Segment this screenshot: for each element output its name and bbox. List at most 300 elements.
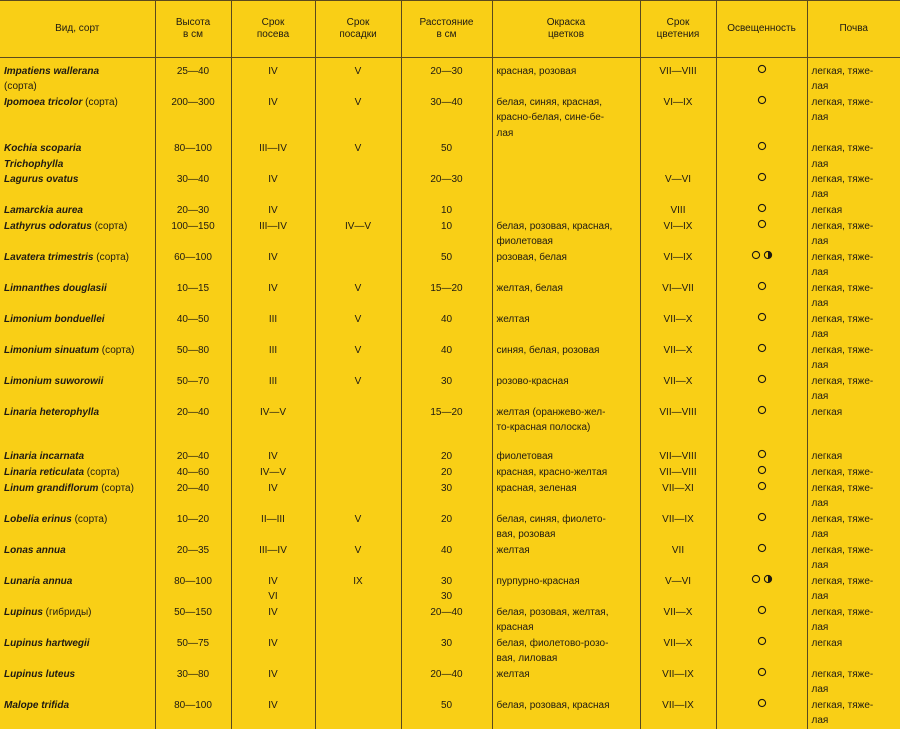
cell-planting: [315, 172, 401, 203]
cell-name: [0, 465, 155, 481]
cell-height: [155, 605, 231, 636]
table-body: [0, 58, 900, 729]
cell-text-distance: 20: [440, 513, 453, 525]
half-shade-icon: [763, 250, 773, 265]
cell-soil: [807, 405, 900, 449]
cell-text-color: белая, фиолетово-розо- вая, лиловая: [496, 637, 609, 665]
cell-light: [716, 698, 807, 729]
cell-text-sowing: III—IV: [259, 143, 287, 155]
cell-text-bloom: VI—IX: [663, 97, 693, 108]
cell-text-height: 40—50: [176, 314, 210, 326]
table-row: [0, 250, 900, 281]
cell-text-sowing: IV: [268, 66, 278, 77]
cell-text-height: 100—150: [171, 221, 215, 233]
cell-distance: [401, 95, 492, 141]
cell-text-height: 80—100: [174, 143, 212, 155]
cell-color: [492, 605, 640, 636]
cell-color: [492, 636, 640, 667]
cell-sowing: [231, 636, 315, 667]
table-row: [0, 405, 900, 449]
species-name: Lupinus hartwegii: [4, 637, 90, 649]
header-light: Освещенность: [716, 1, 807, 58]
cell-planting: [315, 449, 401, 465]
cell-distance: [401, 636, 492, 667]
sun-icon: [757, 172, 767, 187]
species-name: Linaria heterophylla: [4, 407, 100, 419]
cell-distance: [401, 543, 492, 574]
cell-light: [716, 172, 807, 203]
cell-text-bloom: VII—X: [663, 345, 693, 357]
cell-planting: [315, 698, 401, 729]
cell-text-sowing: II—III: [261, 513, 285, 525]
cell-height: [155, 141, 231, 172]
cell-text-sowing: IV: [268, 699, 278, 711]
cell-distance: [401, 374, 492, 405]
cell-text-soil: легкая, тяже- лая: [811, 252, 874, 279]
cell-name: [0, 512, 155, 543]
cell-text-soil: легкая, тяже- лая: [811, 668, 874, 696]
variety-note: (сорта): [4, 81, 37, 93]
cell-soil: [807, 219, 900, 250]
cell-planting: [315, 465, 401, 481]
sun-icon: [757, 449, 767, 464]
cell-text-bloom: VII—IX: [662, 668, 694, 680]
cell-light: [716, 605, 807, 636]
table-row: [0, 374, 900, 405]
header-sowing: Срок посева: [231, 1, 315, 58]
cell-text-planting: V: [354, 143, 362, 155]
cell-distance: [401, 512, 492, 543]
table-row: [0, 512, 900, 543]
cell-height: [155, 465, 231, 481]
cell-text-bloom: VII—VIII: [659, 66, 697, 77]
cell-text-sowing: IV: [268, 205, 278, 217]
cell-text-sowing: IV: [268, 283, 278, 295]
species-name: Impatiens wallerana: [4, 66, 100, 77]
cell-text-planting: V: [354, 544, 362, 556]
sun-icon: [757, 698, 767, 713]
cell-text-distance: 50: [440, 252, 453, 264]
cell-soil: [807, 58, 900, 96]
cell-text-planting: V: [354, 97, 362, 108]
cell-sowing: [231, 343, 315, 374]
cell-soil: [807, 512, 900, 543]
cell-text-color: белая, розовая, желтая, красная: [496, 606, 609, 634]
cell-text-soil: легкая, тяже- лая: [811, 174, 874, 201]
header-height: Высота в см: [155, 1, 231, 58]
cell-text-soil: легкая, тяже- лая: [811, 575, 874, 603]
cell-text-sowing: IV: [268, 252, 278, 264]
header-color: Окраска цветков: [492, 1, 640, 58]
cell-light: [716, 449, 807, 465]
cell-name: [0, 543, 155, 574]
cell-distance: [401, 667, 492, 698]
cell-text-soil: легкая, тяже- лая: [811, 699, 874, 727]
cell-bloom: [640, 343, 716, 374]
cell-sowing: [231, 374, 315, 405]
cell-text-distance: 30: [440, 482, 453, 494]
cell-text-distance: 40: [440, 345, 453, 357]
species-name: Limonium sinuatum: [4, 345, 99, 357]
cell-soil: [807, 95, 900, 141]
species-name: Limonium suworowii: [4, 376, 104, 388]
species-name: Linaria incarnata: [4, 451, 85, 463]
cell-text-soil: легкая, тяже- лая: [811, 376, 874, 403]
cell-color: [492, 574, 640, 605]
cell-bloom: [640, 543, 716, 574]
cell-text-distance: 30: [440, 376, 453, 388]
variety-note: (сорта): [82, 97, 118, 108]
table-row: [0, 605, 900, 636]
cell-color: [492, 343, 640, 374]
cell-text-distance: 20: [440, 451, 453, 463]
cell-name: [0, 203, 155, 219]
table-row: [0, 281, 900, 312]
cell-soil: [807, 481, 900, 512]
cell-height: [155, 172, 231, 203]
cell-height: [155, 312, 231, 343]
table-row: [0, 667, 900, 698]
cell-sowing: [231, 481, 315, 512]
cell-light: [716, 95, 807, 141]
cell-sowing: [231, 512, 315, 543]
cell-name: [0, 312, 155, 343]
cell-bloom: [640, 636, 716, 667]
cell-text-height: 20—40: [176, 451, 210, 463]
sun-icon: [757, 465, 767, 480]
cell-text-color: красная, зеленая: [496, 482, 577, 494]
cell-text-bloom: VII—X: [663, 376, 693, 388]
cell-text-soil: легкая, тяже- лая: [811, 314, 874, 341]
cell-text-distance: 20—40: [430, 606, 463, 618]
table-row: [0, 172, 900, 203]
cell-planting: [315, 343, 401, 374]
cell-bloom: [640, 574, 716, 605]
cell-text-height: 50—75: [176, 637, 210, 649]
cell-light: [716, 636, 807, 667]
cell-soil: [807, 636, 900, 667]
cell-soil: [807, 698, 900, 729]
cell-text-color: желтая (оранжево-жел- то-красная полоска): [496, 407, 606, 434]
cell-text-distance: 30—40: [430, 97, 463, 108]
cell-name: [0, 605, 155, 636]
sun-icon: [757, 636, 767, 651]
table-row: [0, 543, 900, 574]
cell-text-color: белая, синяя, фиолето- вая, розовая: [496, 513, 606, 541]
cell-text-bloom: VI—IX: [663, 221, 693, 233]
cell-bloom: [640, 405, 716, 449]
cell-light: [716, 343, 807, 374]
table-row: [0, 219, 900, 250]
cell-light: [716, 203, 807, 219]
cell-text-color: желтая: [496, 314, 530, 326]
cell-light: [716, 667, 807, 698]
cell-light: [716, 543, 807, 574]
cell-planting: [315, 405, 401, 449]
cell-sowing: [231, 574, 315, 605]
cell-text-bloom: V—VI: [664, 575, 692, 587]
cell-sowing: [231, 58, 315, 96]
cell-text-height: 20—30: [176, 205, 210, 217]
cell-bloom: [640, 465, 716, 481]
cell-color: [492, 172, 640, 203]
table-row: [0, 481, 900, 512]
sun-icon: [757, 64, 767, 79]
sun-icon: [757, 219, 767, 234]
cell-text-height: 20—40: [176, 407, 210, 419]
cell-bloom: [640, 667, 716, 698]
cell-text-height: 25—40: [176, 66, 210, 77]
cell-planting: [315, 667, 401, 698]
cell-text-planting: IV—V: [344, 221, 372, 233]
variety-note: (сорта): [93, 252, 129, 264]
cell-color: [492, 219, 640, 250]
cell-text-distance: 40: [440, 544, 453, 556]
cell-name: [0, 667, 155, 698]
table-row: [0, 636, 900, 667]
cell-text-color: розовая, белая: [496, 252, 567, 264]
cell-text-height: 80—100: [174, 699, 212, 711]
species-name: Lonas annua: [4, 544, 66, 556]
cell-text-bloom: VI—VII: [662, 283, 694, 295]
cell-text-sowing: IV: [268, 606, 278, 618]
cell-text-planting: V: [354, 283, 362, 295]
cell-text-bloom: VI—IX: [663, 252, 693, 264]
cell-height: [155, 636, 231, 667]
cell-sowing: [231, 667, 315, 698]
cell-distance: [401, 574, 492, 605]
sun-icon: [757, 543, 767, 558]
cell-text-height: 50—70: [176, 376, 210, 388]
cell-text-soil: легкая: [811, 407, 843, 419]
cell-color: [492, 667, 640, 698]
cell-height: [155, 250, 231, 281]
cell-text-bloom: VII—VIII: [659, 407, 697, 419]
table-row: [0, 698, 900, 729]
cell-name: [0, 374, 155, 405]
cell-distance: [401, 203, 492, 219]
cell-bloom: [640, 219, 716, 250]
cell-text-height: 10—15: [176, 283, 210, 295]
cell-soil: [807, 667, 900, 698]
cell-text-color: фиолетовая: [496, 451, 553, 463]
cell-color: [492, 543, 640, 574]
cell-light: [716, 58, 807, 96]
species-name: Lobelia erinus: [4, 513, 72, 525]
cell-sowing: [231, 95, 315, 141]
cell-text-sowing: III—IV: [259, 221, 287, 233]
cell-text-height: 20—40: [176, 482, 210, 494]
cell-text-height: 60—100: [174, 252, 212, 264]
species-name: Ipomoea tricolor: [4, 97, 83, 108]
cell-distance: [401, 172, 492, 203]
sun-icon: [751, 574, 761, 589]
cell-text-soil: легкая, тяже- лая: [811, 482, 874, 510]
cell-text-color: желтая, белая: [496, 283, 563, 295]
variety-note: (сорта): [98, 482, 134, 494]
cell-text-planting: V: [354, 345, 362, 357]
cell-planting: [315, 203, 401, 219]
cell-text-bloom: VII—VIII: [659, 451, 697, 463]
cell-soil: [807, 605, 900, 636]
cell-soil: [807, 203, 900, 219]
cell-text-distance: 20—30: [430, 174, 463, 186]
cell-name: [0, 698, 155, 729]
cell-sowing: [231, 281, 315, 312]
table-header: [0, 1, 900, 58]
cell-bloom: [640, 172, 716, 203]
cell-color: [492, 512, 640, 543]
cell-height: [155, 481, 231, 512]
header-bloom: Срок цветения: [640, 1, 716, 58]
cell-text-soil: легкая, тяже-: [811, 466, 874, 478]
cell-text-soil: легкая, тяже- лая: [811, 345, 874, 372]
cell-color: [492, 698, 640, 729]
header-row: [0, 1, 900, 58]
cell-text-sowing: IV: [268, 637, 278, 649]
cell-color: [492, 95, 640, 141]
cell-text-sowing: III: [268, 345, 278, 357]
cell-text-sowing: IV: [268, 451, 278, 463]
cell-text-soil: легкая, тяже- лая: [811, 66, 874, 93]
sun-icon: [757, 405, 767, 420]
cell-planting: [315, 574, 401, 605]
cell-height: [155, 405, 231, 449]
cell-height: [155, 574, 231, 605]
cell-text-bloom: VII—IX: [662, 513, 694, 525]
species-name: Limonium bonduellei: [4, 314, 105, 326]
cell-text-height: 10—20: [176, 513, 210, 525]
cell-planting: [315, 219, 401, 250]
cell-color: [492, 449, 640, 465]
cell-color: [492, 465, 640, 481]
species-name: Limnanthes douglasii: [4, 283, 107, 295]
cell-soil: [807, 312, 900, 343]
cell-distance: [401, 405, 492, 449]
cell-text-distance: 20—30: [430, 66, 463, 77]
cell-height: [155, 343, 231, 374]
cell-color: [492, 405, 640, 449]
cell-text-height: 40—60: [176, 466, 210, 478]
cell-text-planting: V: [354, 66, 362, 77]
species-name: Kochia scoparia Trichophylla: [4, 143, 82, 170]
cell-height: [155, 58, 231, 96]
cell-color: [492, 281, 640, 312]
cell-planting: [315, 58, 401, 96]
cell-bloom: [640, 512, 716, 543]
variety-note: (сорта): [91, 221, 128, 233]
cell-text-soil: легкая, тяже- лая: [811, 513, 874, 541]
cell-soil: [807, 281, 900, 312]
variety-note: (сорта): [84, 466, 120, 478]
cell-planting: [315, 281, 401, 312]
cell-light: [716, 405, 807, 449]
cell-height: [155, 543, 231, 574]
cell-planting: [315, 141, 401, 172]
cell-light: [716, 465, 807, 481]
cell-text-color: белая, розовая, красная: [496, 699, 610, 711]
table-row: [0, 58, 900, 96]
species-name: Lamarckia aurea: [4, 205, 83, 217]
cell-soil: [807, 449, 900, 465]
variety-note: (гибриды): [42, 606, 92, 618]
table-row: [0, 141, 900, 172]
cell-light: [716, 312, 807, 343]
cell-text-color: пурпурно-красная: [496, 575, 580, 587]
cell-bloom: [640, 605, 716, 636]
table-row: [0, 465, 900, 481]
cell-soil: [807, 574, 900, 605]
cell-sowing: [231, 250, 315, 281]
cell-sowing: [231, 203, 315, 219]
cell-text-height: 20—35: [176, 544, 210, 556]
cell-name: [0, 172, 155, 203]
cell-text-soil: легкая: [811, 205, 843, 217]
cell-text-distance: 50: [440, 699, 453, 711]
table-row: [0, 449, 900, 465]
cell-name: [0, 574, 155, 605]
cell-text-soil: легкая: [811, 451, 843, 463]
header-planting: Срок посадки: [315, 1, 401, 58]
cell-distance: [401, 250, 492, 281]
cell-planting: [315, 636, 401, 667]
cell-light: [716, 281, 807, 312]
cell-name: [0, 449, 155, 465]
cell-text-sowing: IV—V: [259, 466, 287, 478]
cell-text-soil: легкая: [811, 637, 843, 649]
cell-text-distance: 15—20: [430, 407, 463, 419]
sun-icon: [757, 374, 767, 389]
cell-bloom: [640, 481, 716, 512]
cell-bloom: [640, 281, 716, 312]
cell-soil: [807, 343, 900, 374]
cell-text-bloom: VII—X: [663, 606, 693, 618]
cell-height: [155, 95, 231, 141]
cell-sowing: [231, 312, 315, 343]
species-name: Malope trifida: [4, 699, 70, 711]
cell-text-bloom: V—VI: [664, 174, 692, 186]
table-row: [0, 574, 900, 605]
cell-distance: [401, 141, 492, 172]
cell-text-planting: V: [354, 314, 362, 326]
cell-soil: [807, 172, 900, 203]
cell-distance: [401, 449, 492, 465]
cell-name: [0, 481, 155, 512]
cell-text-sowing: IV: [268, 174, 278, 186]
sun-icon: [757, 481, 767, 496]
cell-planting: [315, 543, 401, 574]
cell-text-soil: легкая, тяже- лая: [811, 606, 874, 634]
cell-light: [716, 374, 807, 405]
cell-name: [0, 219, 155, 250]
header-soil: Почва: [807, 1, 900, 58]
cell-soil: [807, 465, 900, 481]
cell-text-bloom: VII—IX: [662, 699, 694, 711]
cell-bloom: [640, 141, 716, 172]
cell-distance: [401, 343, 492, 374]
cell-light: [716, 481, 807, 512]
cell-sowing: [231, 543, 315, 574]
cell-text-distance: 20: [440, 466, 453, 478]
cell-height: [155, 512, 231, 543]
cell-text-distance: 40: [440, 314, 453, 326]
cell-text-height: 50—80: [176, 345, 210, 357]
cell-bloom: [640, 58, 716, 96]
cell-text-bloom: VII—X: [663, 314, 693, 326]
cell-planting: [315, 250, 401, 281]
cell-text-sowing: IV: [268, 482, 278, 494]
cell-height: [155, 281, 231, 312]
